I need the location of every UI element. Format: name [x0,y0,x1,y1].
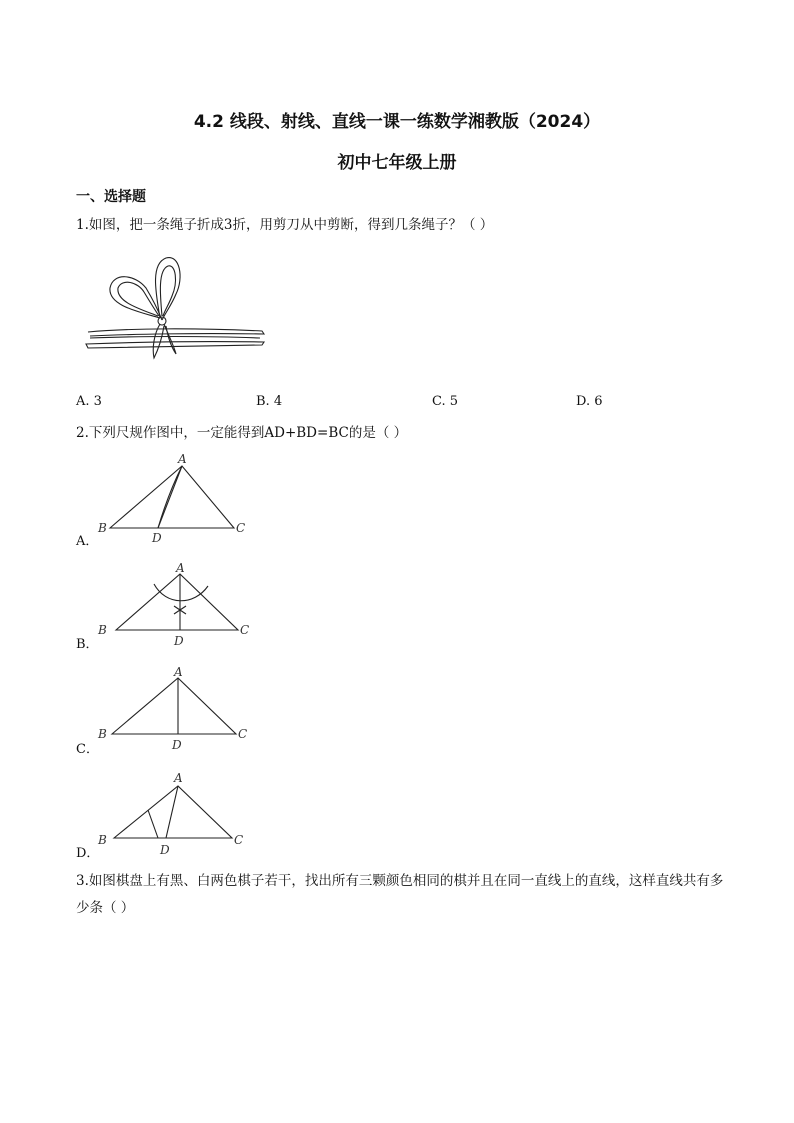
question-1-stem: 1.如图，把一条绳子折成3折，用剪刀从中剪断，得到几条绳子？（ ） [76,217,494,233]
label-b: B [98,521,107,535]
document-title: 4.2 线段、射线、直线一课一练数学湘教版（2024） [193,112,601,132]
question-2-stem: 2.下列尺规作图中，一定能得到AD+BD=BC的是（ ） [76,425,408,441]
label-b: B [98,623,107,637]
q2-option-b-label: B． [76,637,99,652]
q2-option-c-label: C． [76,742,99,757]
label-d: D [172,738,182,752]
label-a: A [176,561,185,575]
label-c: C [238,727,248,741]
label-c: C [240,623,250,637]
label-a: A [178,452,187,466]
document-subtitle: 初中七年级上册 [337,153,457,173]
label-d: D [160,843,170,857]
label-d: D [152,531,162,545]
scissors-rope-figure [80,254,270,364]
q1-option-c: C. 5 [432,394,459,409]
q2-figure-c [94,660,254,756]
q1-option-b: B. 4 [256,394,283,409]
label-b: B [98,833,107,847]
q1-option-a: A. 3 [76,394,102,409]
label-a: A [174,771,183,785]
q2-figure-d [94,766,254,862]
label-d: D [174,634,184,648]
label-c: C [234,833,244,847]
q1-option-d: D. 6 [576,394,603,409]
label-b: B [98,727,107,741]
label-c: C [236,521,246,535]
q2-option-d-label: D． [76,846,100,861]
q2-option-a-label: A． [76,534,99,549]
question-3-stem: 3.如图棋盘上有黑、白两色棋子若干，找出所有三颗颜色相同的棋并且在同一直线上的直线，这样直线共有多少条（ ） [76,873,724,916]
label-a: A [174,665,183,679]
q2-figure-a [94,452,254,548]
section-heading: 一、选择题 [76,189,146,205]
q2-figure-b [94,556,254,652]
